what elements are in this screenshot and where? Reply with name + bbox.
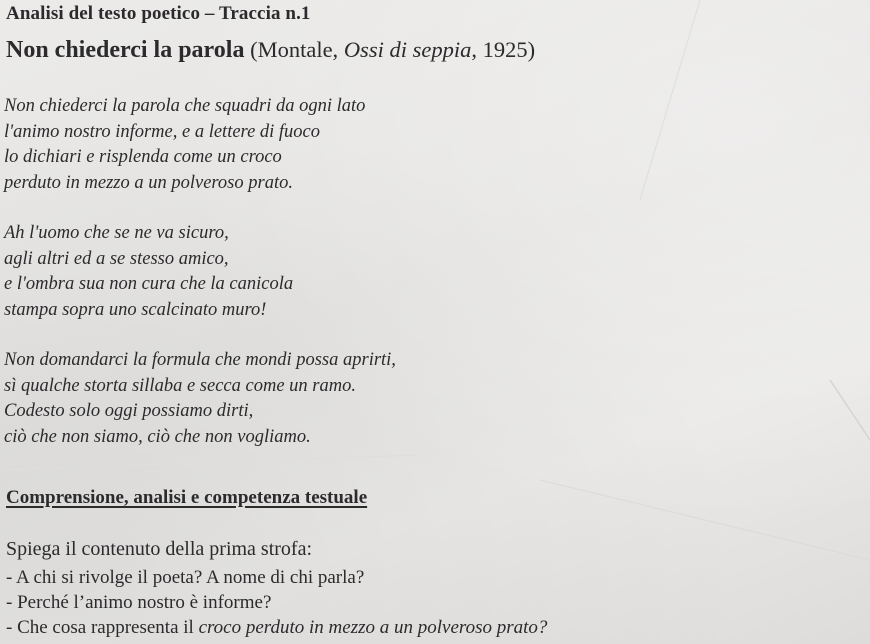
question-list xyxy=(6,565,547,640)
attribution-close: , 1925) xyxy=(471,37,536,62)
poem-line: lo dichiari e risplenda come un croco xyxy=(4,147,282,167)
stanza-2 xyxy=(4,221,396,323)
question-item xyxy=(6,615,547,640)
question-item: - Perché l’animo nostro è informe? xyxy=(6,592,272,613)
poem-title: Non chiederci la parola xyxy=(6,37,245,63)
poem-line: Ah l'uomo che se ne va sicuro, xyxy=(4,223,229,243)
attribution-open: (Montale, xyxy=(244,37,344,62)
poem-line: sì qualche storta sillaba e secca come un ramo. xyxy=(4,375,356,396)
poem-line: e l'ombra sua non cura che la canicola xyxy=(4,274,294,294)
poem-line: Codesto solo oggi possiamo dirti, xyxy=(4,401,254,421)
stanza-3 xyxy=(4,348,396,450)
poem-line: perduto in mezzo a un polveroso prato. xyxy=(4,172,293,193)
stanza-1 xyxy=(4,94,396,196)
question-item: - A chi si rivolge il poeta? A nome di chi parla? xyxy=(6,567,365,588)
poem-line: l'animo nostro informe, e a lettere di fuoco xyxy=(4,121,321,142)
question-text: - Che cosa rappresenta il xyxy=(6,617,199,638)
poem-text xyxy=(4,94,396,475)
collection-name: Ossi di seppia xyxy=(343,37,472,62)
question-quote: croco perduto in mezzo a un polveroso prato? xyxy=(198,617,548,638)
poem-line: stampa sopra uno scalcinato muro! xyxy=(4,299,267,320)
section-heading: Comprensione, analisi e competenza testuale xyxy=(6,487,368,508)
poem-line: ciò che non siamo, ciò che non vogliamo. xyxy=(4,426,311,447)
poem-line: Non chiederci la parola che squadri da ogni lato xyxy=(4,96,366,116)
question-intro: Spiega il contenuto della prima strofa: xyxy=(6,538,313,560)
poem-line: Non domandarci la formula che mondi possa aprirti, xyxy=(4,350,396,370)
poem-line: agli altri ed a se stesso amico, xyxy=(4,248,229,269)
poem-title-line xyxy=(6,37,535,64)
assignment-title: Analisi del testo poetico – Traccia n.1 xyxy=(6,3,311,24)
